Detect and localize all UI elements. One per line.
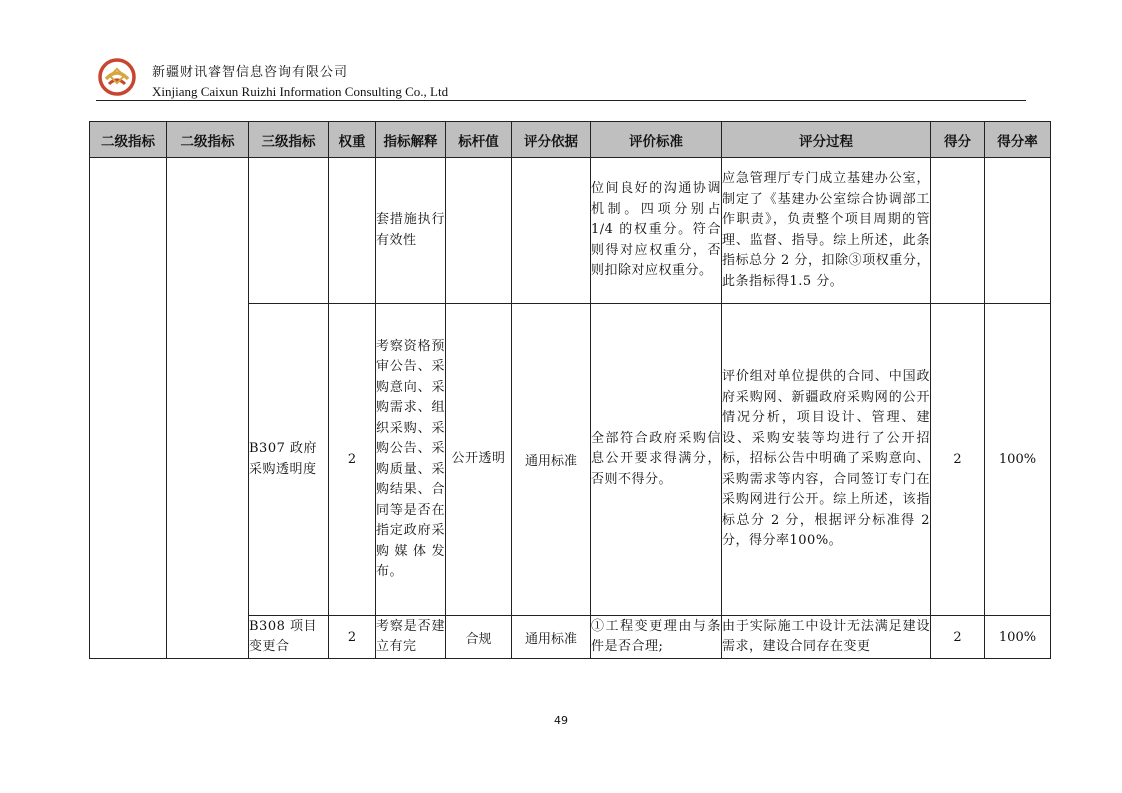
weight-text: 2 — [347, 629, 357, 645]
explanation-cell — [376, 616, 446, 659]
rate-cell — [985, 616, 1051, 659]
standard-cell — [591, 304, 722, 616]
company-name-cn: 新疆财讯睿智信息咨询有限公司 — [152, 65, 349, 80]
company-name-en: Xinjiang Caixun Ruizhi Information Consulting Co., Ltd — [152, 84, 449, 99]
standard-text: 位间良好的沟通协调机制。四项分别占 1/4 的权重分。符合则得对应权重分，否则扣除对应权重分。 — [591, 181, 721, 279]
page-number: 49 — [554, 714, 568, 727]
benchmark-text: 公开透明 — [451, 451, 506, 467]
column-header: 标杆值 — [446, 122, 512, 158]
score-cell — [931, 158, 985, 304]
column-header: 评分过程 — [722, 122, 931, 158]
standard-cell — [591, 158, 722, 304]
basis-cell — [512, 616, 591, 659]
column-header: 二级指标 — [90, 122, 167, 158]
evaluation-table — [89, 121, 1051, 659]
rate-text: 100% — [998, 629, 1037, 645]
level3-cell — [249, 304, 329, 616]
standard-text: 全部符合政府采购信息公开要求得满分，否则不得分。 — [591, 430, 721, 487]
standard-cell — [591, 616, 722, 659]
table-row — [90, 158, 1051, 304]
explanation-text: 考察是否建立有完 — [376, 618, 445, 654]
basis-text: 通用标准 — [524, 631, 577, 647]
score-text: 2 — [953, 452, 962, 467]
benchmark-cell — [446, 616, 512, 659]
score-cell — [931, 616, 985, 659]
column-header: 指标解释 — [376, 122, 446, 158]
level3-text: B307 政府采购透明度 — [249, 441, 317, 477]
rate-cell — [985, 304, 1051, 616]
process-cell — [722, 616, 931, 659]
benchmark-text: 合规 — [465, 631, 492, 647]
basis-cell — [512, 304, 591, 616]
explanation-cell — [376, 158, 446, 304]
level2b-cell — [167, 158, 249, 659]
explanation-cell — [376, 304, 446, 616]
weight-cell — [329, 304, 376, 616]
column-header: 二级指标 — [167, 122, 249, 158]
basis-text: 通用标准 — [524, 454, 577, 469]
benchmark-cell — [446, 304, 512, 616]
level3-cell — [249, 616, 329, 659]
rate-cell — [985, 158, 1051, 304]
column-header: 评价标准 — [591, 122, 722, 158]
weight-text: 2 — [347, 452, 357, 467]
table-header-row — [90, 122, 1051, 158]
column-header: 评分依据 — [512, 122, 591, 158]
header-divider — [96, 100, 1026, 101]
process-text: 应急管理厅专门成立基建办公室，制定了《基建办公室综合协调部工作职责》，负责整个项目周期的管理、监督、指导。综上所述，此条指标总分 2 分，扣除③项权重分，此条指标得1.5 分。 — [722, 171, 930, 289]
explanation-text: 套措施执行有效性 — [376, 212, 445, 248]
company-logo — [97, 57, 137, 97]
rate-text: 100% — [998, 452, 1037, 467]
level3-text: B308 项目变更合 — [249, 618, 317, 654]
column-header: 得分 — [931, 122, 985, 158]
level2a-cell — [90, 158, 167, 659]
level3-cell — [249, 158, 329, 304]
benchmark-cell — [446, 158, 512, 304]
column-header: 得分率 — [985, 122, 1051, 158]
standard-text: ①工程变更理由与条件是否合理; — [591, 618, 721, 654]
score-cell — [931, 304, 985, 616]
explanation-text: 考察资格预审公告、采购意向、采购需求、组织采购、采购公告、采购质量、采购结果、合同等是否在指定政府采购媒体发布。 — [376, 338, 445, 579]
process-text: 由于实际施工中设计无法满足建设需求，建设合同存在变更 — [722, 618, 930, 654]
weight-cell — [329, 616, 376, 659]
column-header: 权重 — [329, 122, 376, 158]
column-header: 三级指标 — [249, 122, 329, 158]
basis-cell — [512, 158, 591, 304]
weight-cell — [329, 158, 376, 304]
process-text: 评价组对单位提供的合同、中国政府采购网、新疆政府采购网的公开情况分析，项目设计、管理、建设、采购安装等均进行了公开招标，招标公告中明确了采购意向、采购需求等内容，合同签订专门在采购网进行公开。综上所述，该指标总分 2 分，根据评分标准得 2 分，得分率100%。 — [722, 369, 930, 549]
process-cell — [722, 158, 931, 304]
score-text: 2 — [953, 629, 962, 645]
process-cell — [722, 304, 931, 616]
